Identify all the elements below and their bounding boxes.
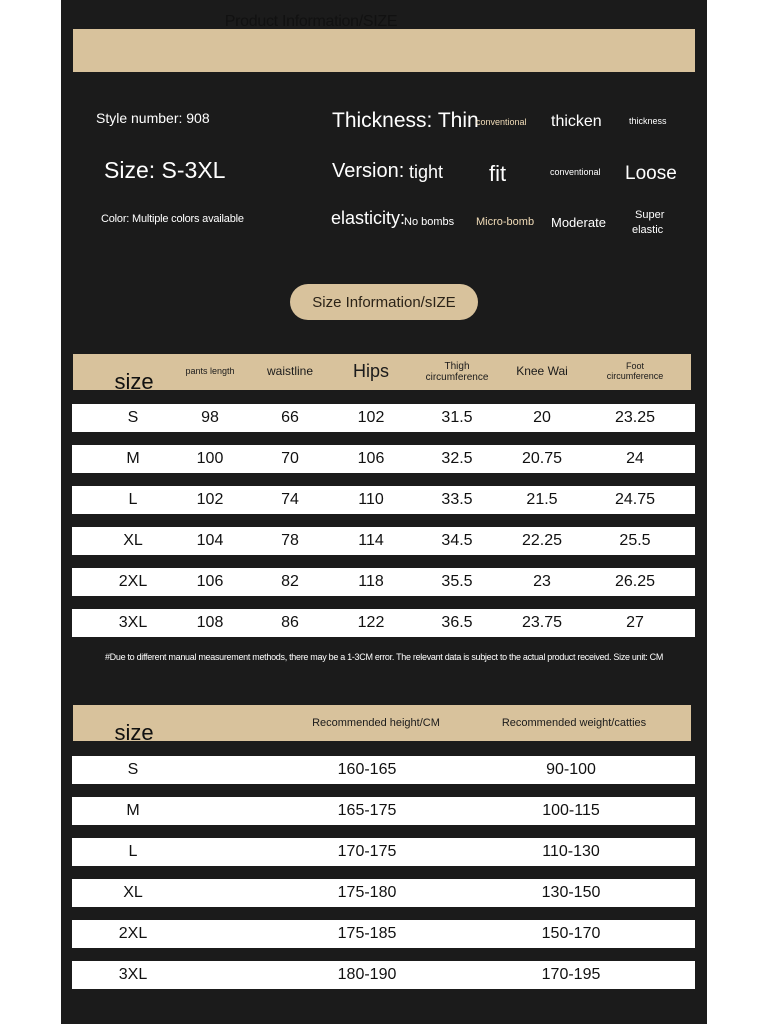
row-foot: 24.75: [614, 491, 656, 508]
row-knee: 21.5: [526, 491, 558, 508]
recommend-table-row: [72, 756, 695, 784]
size-col-header-2: size: [114, 719, 154, 745]
row-size: L: [128, 843, 138, 860]
size-table-row: [72, 445, 695, 473]
row-thigh: 35.5: [441, 573, 473, 590]
size-col-header: size: [114, 368, 154, 394]
thigh-header-line1: Thigh: [444, 361, 470, 372]
thigh-header: [414, 354, 500, 390]
row-hips: 106: [357, 450, 385, 467]
row-pants-length: 106: [196, 573, 224, 590]
size-info-title: Size Information/sIZE: [312, 293, 456, 311]
row-knee: 20.75: [521, 450, 563, 467]
row-size: 3XL: [118, 614, 148, 631]
elasticity-option-super-line2: elastic: [632, 224, 664, 236]
knee-header: Knee Wai: [516, 364, 568, 379]
elasticity-option-moderate: Moderate: [551, 215, 606, 230]
row-pants-length: 102: [196, 491, 224, 508]
size-table-row: [72, 486, 695, 514]
row-knee: 20: [533, 409, 551, 426]
row-weight: 110-130: [542, 843, 600, 860]
thickness-option-thickness: thickness: [629, 116, 667, 126]
row-waistline: 82: [281, 573, 299, 590]
row-hips: 114: [358, 532, 384, 549]
row-knee: 23: [533, 573, 551, 590]
elasticity-option-no-bombs: No bombs: [404, 216, 455, 228]
row-size: M: [126, 802, 140, 819]
size-table-row: [72, 404, 695, 432]
version-option-conventional: conventional: [550, 167, 601, 177]
height-header: Recommended height/CM: [312, 716, 440, 729]
hips-header: Hips: [352, 361, 389, 382]
row-weight: 170-195: [541, 966, 601, 983]
row-knee: 23.75: [521, 614, 563, 631]
size-table-row: [72, 527, 695, 555]
recommend-table-row: [72, 879, 695, 907]
row-foot: 24: [626, 450, 644, 467]
row-weight: 130-150: [541, 884, 601, 901]
row-size: S: [127, 409, 139, 426]
row-size: M: [126, 450, 140, 467]
recommend-table-row: [72, 920, 695, 948]
row-foot: 27: [626, 614, 644, 631]
row-size: 2XL: [118, 925, 148, 942]
thickness-label: Thickness: Thin: [332, 109, 479, 132]
version-option-loose: Loose: [625, 163, 677, 184]
size-table-row: [72, 568, 695, 596]
size-range: Size: S-3XL: [104, 157, 226, 183]
waistline-header: waistline: [266, 364, 314, 379]
row-hips: 122: [357, 614, 385, 631]
row-weight: 90-100: [546, 761, 596, 778]
row-size: S: [127, 761, 139, 778]
row-foot: 25.5: [619, 532, 651, 549]
elasticity-option-micro-bomb: Micro-bomb: [476, 216, 535, 228]
row-height: 165-175: [337, 802, 397, 819]
recommend-table-row: [72, 797, 695, 825]
row-foot: 26.25: [614, 573, 656, 590]
row-height: 170-175: [337, 843, 397, 860]
row-hips: 102: [357, 409, 385, 426]
thickness-option-conventional: conventional: [476, 117, 527, 127]
row-height: 175-180: [337, 884, 397, 901]
row-knee: 22.25: [521, 532, 563, 549]
foot-header-line1: Foot: [625, 361, 644, 372]
foot-header: [590, 354, 680, 390]
row-height: 180-190: [337, 966, 397, 983]
row-size: XL: [123, 532, 143, 549]
style-number: Style number: 908: [96, 110, 210, 126]
row-pants-length: 98: [201, 409, 219, 426]
row-thigh: 32.5: [441, 450, 473, 467]
row-hips: 118: [358, 573, 384, 590]
row-thigh: 36.5: [441, 614, 473, 631]
measurement-note: #Due to different manual measurement methods, there may be a 1-3CM error. The relevant data is subject to the actual product received. Size unit: CM: [104, 652, 664, 662]
row-size: 2XL: [118, 573, 148, 590]
weight-header: Recommended weight/catties: [501, 716, 647, 729]
row-thigh: 33.5: [441, 491, 473, 508]
row-weight: 150-170: [541, 925, 601, 942]
row-size: XL: [123, 884, 143, 901]
row-pants-length: 100: [196, 450, 224, 467]
row-size: 3XL: [118, 966, 148, 983]
row-waistline: 74: [281, 491, 299, 508]
elasticity-label: elasticity:: [331, 208, 406, 228]
row-thigh: 34.5: [441, 532, 473, 549]
row-waistline: 86: [281, 614, 299, 631]
elasticity-option-super-line1: Super: [635, 209, 665, 221]
version-option-fit: fit: [489, 161, 507, 186]
recommend-table-row: [72, 838, 695, 866]
row-weight: 100-115: [542, 802, 600, 819]
row-hips: 110: [358, 491, 384, 508]
size-table-row: [72, 609, 695, 637]
color-info: Color: Multiple colors available: [101, 213, 244, 225]
row-height: 175-185: [337, 925, 397, 942]
row-waistline: 70: [281, 450, 299, 467]
row-pants-length: 108: [196, 614, 224, 631]
pants-length-header: pants length: [185, 366, 235, 377]
row-thigh: 31.5: [441, 409, 473, 426]
thigh-header-line2: circumference: [425, 372, 489, 383]
row-size: L: [128, 491, 138, 508]
thickness-option-thicken: thicken: [551, 113, 602, 130]
row-foot: 23.25: [614, 409, 656, 426]
row-waistline: 66: [281, 409, 299, 426]
version-option-tight: tight: [409, 162, 444, 182]
page-title: Product Information/SIZE: [224, 12, 398, 30]
row-pants-length: 104: [196, 532, 224, 549]
version-label: Version:: [332, 160, 405, 182]
row-waistline: 78: [281, 532, 299, 549]
row-height: 160-165: [337, 761, 397, 778]
foot-header-line2: circumference: [606, 371, 664, 381]
recommend-table-row: [72, 961, 695, 989]
